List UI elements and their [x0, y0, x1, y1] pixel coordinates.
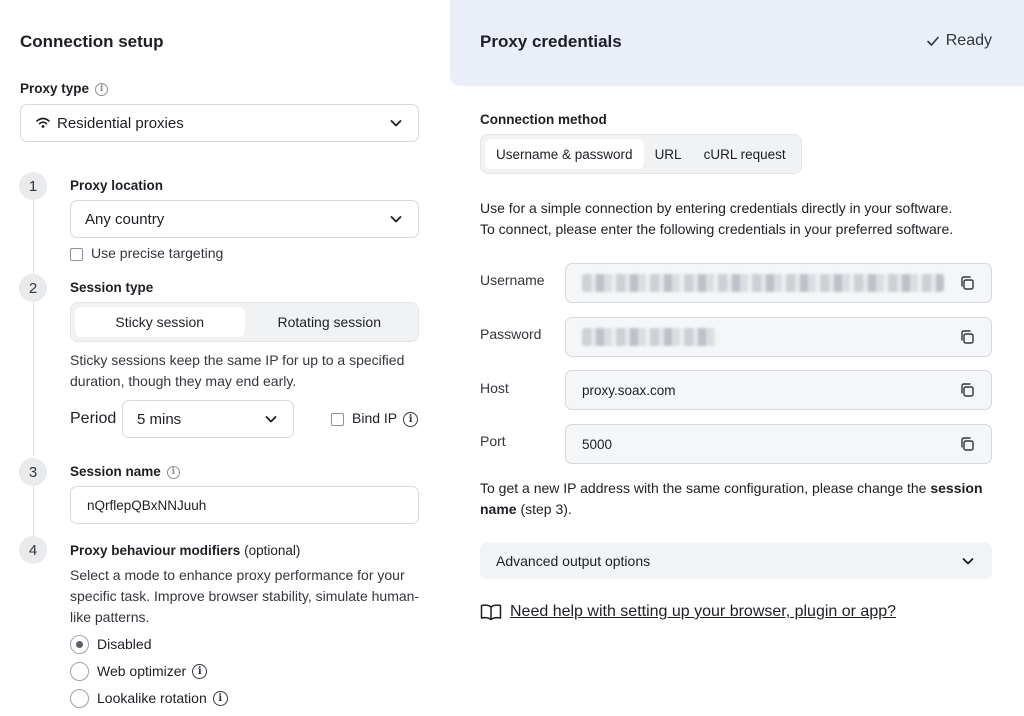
- period-label: Period: [70, 410, 117, 427]
- ready-status: [926, 32, 992, 50]
- web-optimizer-label: [97, 663, 207, 679]
- step-number-4: 4: [19, 536, 47, 564]
- step-connector: [33, 486, 34, 536]
- session-name-input[interactable]: nQrflepQBxNNJuuh: [70, 486, 419, 524]
- connection-method-label: Connection method: [480, 112, 607, 127]
- check-icon: [926, 34, 940, 48]
- info-icon[interactable]: i: [95, 83, 108, 96]
- rotating-session-option[interactable]: Rotating session: [277, 314, 381, 330]
- bind-ip-checkbox[interactable]: [331, 413, 344, 426]
- chevron-down-icon: [388, 115, 404, 131]
- session-type-toggle: [70, 302, 419, 342]
- help-section: [480, 603, 896, 621]
- step-connector: [33, 200, 34, 274]
- info-icon[interactable]: i: [167, 466, 180, 479]
- copy-icon[interactable]: [959, 436, 975, 452]
- disabled-label: Disabled: [97, 636, 152, 652]
- lookalike-rotation-radio[interactable]: [70, 689, 89, 708]
- optional-tag: (optional): [244, 543, 301, 558]
- copy-icon[interactable]: [959, 329, 975, 345]
- username-field[interactable]: [565, 263, 992, 303]
- step-connector: [33, 302, 34, 456]
- note-prefix: To get a new IP address with the same configuration, please change the: [480, 480, 931, 496]
- port-value: 5000: [582, 436, 613, 452]
- info-icon[interactable]: i: [403, 412, 418, 427]
- bind-ip-label-text: Bind IP: [352, 410, 398, 426]
- redacted-password: [582, 328, 718, 346]
- session-name-label-text: Session name: [70, 464, 161, 479]
- period-select[interactable]: [122, 400, 294, 438]
- username-label: Username: [480, 272, 545, 288]
- proxy-location-select[interactable]: [70, 200, 419, 238]
- password-field[interactable]: [565, 317, 992, 357]
- proxy-location-label: Proxy location: [70, 178, 164, 193]
- chevron-down-icon: [388, 211, 404, 227]
- connection-setup-panel: [0, 0, 450, 716]
- copy-icon[interactable]: [959, 275, 975, 291]
- host-label: Host: [480, 380, 509, 396]
- behaviour-modifiers-title: Proxy behaviour modifiers: [70, 543, 241, 558]
- disabled-radio[interactable]: [70, 635, 89, 654]
- help-link[interactable]: Need help with setting up your browser, plugin or app?: [510, 603, 897, 620]
- proxy-type-select[interactable]: [20, 104, 419, 142]
- book-icon: [480, 603, 502, 621]
- info-icon[interactable]: i: [192, 664, 207, 679]
- copy-icon[interactable]: [959, 382, 975, 398]
- session-description: Sticky sessions keep the same IP for up to a specified duration, though they may end early.: [70, 352, 405, 389]
- connection-setup-title: Connection setup: [20, 32, 164, 51]
- tab-username-password[interactable]: Username & password: [485, 139, 644, 169]
- session-name-label: [70, 464, 180, 479]
- step-number-3: 3: [19, 458, 47, 486]
- host-field[interactable]: [565, 370, 992, 410]
- period-value: 5 mins: [137, 410, 182, 428]
- host-value: proxy.soax.com: [582, 382, 676, 398]
- tab-curl-request[interactable]: cURL request: [703, 146, 786, 162]
- wifi-icon: [35, 116, 51, 130]
- chevron-down-icon: [263, 411, 279, 427]
- advanced-output-options[interactable]: [480, 543, 992, 579]
- note-bold: session name: [480, 480, 983, 517]
- web-optimizer-radio[interactable]: [70, 662, 89, 681]
- precise-targeting-checkbox[interactable]: [70, 248, 83, 261]
- step-number-2: 2: [19, 274, 47, 302]
- proxy-type-label: [20, 81, 108, 96]
- lookalike-rotation-label: [97, 690, 228, 706]
- redacted-username: [582, 274, 944, 292]
- note-suffix: (step 3).: [516, 501, 572, 517]
- bind-ip-label: [352, 408, 418, 429]
- proxy-credentials-panel: [450, 0, 1024, 716]
- session-change-note: [480, 478, 1000, 520]
- chevron-down-icon: [960, 553, 976, 569]
- location-value: Any country: [85, 210, 165, 228]
- port-field[interactable]: [565, 424, 992, 464]
- modifiers-description: Select a mode to enhance proxy performance for your specific task. Improve browser stability, simulate human-like patterns.: [70, 567, 420, 625]
- proxy-type-value: Residential proxies: [57, 114, 184, 132]
- behaviour-modifiers-label: [70, 543, 300, 558]
- port-label: Port: [480, 433, 506, 449]
- step-number-1: 1: [19, 172, 47, 200]
- tab-url[interactable]: URL: [654, 146, 682, 162]
- connection-method-tabs: [480, 134, 802, 174]
- intro-line-1: Use for a simple connection by entering credentials directly in your software.: [480, 200, 953, 216]
- advanced-output-label: Advanced output options: [496, 553, 651, 569]
- sticky-session-option[interactable]: Sticky session: [75, 307, 245, 337]
- ready-status-text: Ready: [945, 32, 992, 49]
- info-icon[interactable]: i: [213, 691, 228, 706]
- proxy-credentials-title: Proxy credentials: [480, 32, 622, 51]
- precise-targeting-label: Use precise targeting: [91, 245, 224, 261]
- web-optimizer-label-text: Web optimizer: [97, 663, 187, 679]
- lookalike-rotation-label-text: Lookalike rotation: [97, 690, 207, 706]
- intro-line-2: To connect, please enter the following credentials in your preferred software.: [480, 221, 954, 237]
- session-type-label: Session type: [70, 280, 154, 295]
- password-label: Password: [480, 326, 542, 342]
- proxy-type-label-text: Proxy type: [20, 81, 90, 96]
